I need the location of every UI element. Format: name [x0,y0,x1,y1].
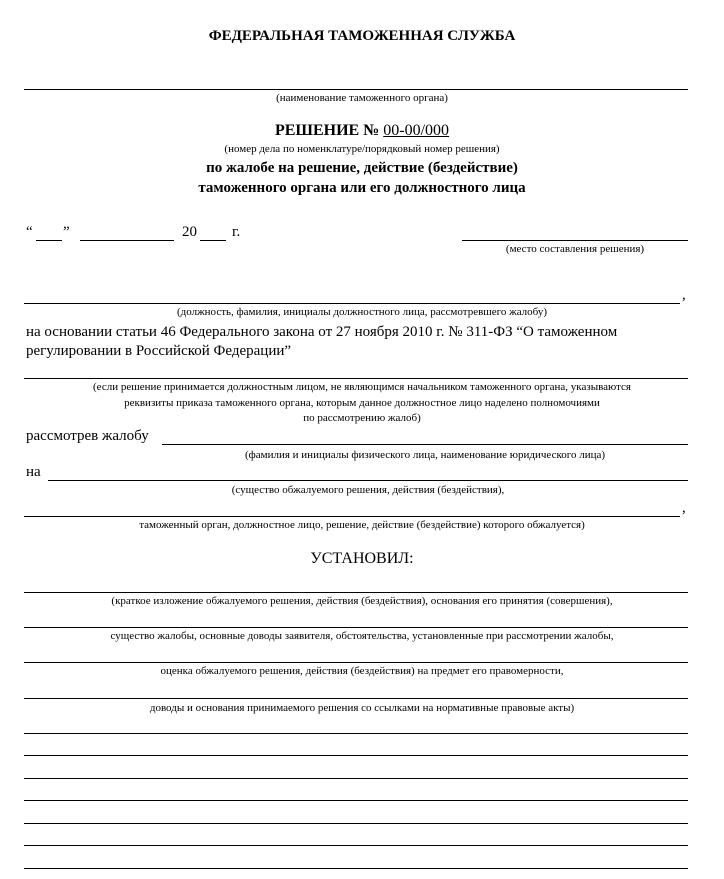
customs-body-line [24,89,688,90]
essence-caption: (существо обжалуемого решения, действия (бездействия), [231,484,505,496]
appealed-caption: таможенный орган, должностное лицо, решение, действие (бездействие) которого обжалуется) [139,519,585,531]
place-caption: (место составления решения) [505,243,645,255]
established-caption-4: доводы и основания принимаемого решения со ссылками на нормативные правовые акты) [149,702,575,714]
considered-complaint-label: рассмотрев жалобу [26,428,149,444]
date-quote-close: ” [63,224,70,240]
decision-number-caption: (номер дела по номенклатуре/порядковый номер решения) [224,143,500,155]
applicant-caption: (фамилия и инициалы физического лица, наименование юридического лица) [244,449,606,461]
authority-line [24,378,688,379]
date-quote-open: “ [26,224,33,240]
decision-title: РЕШЕНИЕ № [274,122,380,139]
essence-line [48,480,688,481]
blank-line [24,845,688,846]
established-line-2 [24,627,688,628]
established-line-3 [24,662,688,663]
established-heading: УСТАНОВИЛ: [310,550,414,567]
established-caption-1: (краткое изложение обжалуемого решения, действия (бездействия), основания его принятия (совершения), [111,595,613,607]
decision-title-row [0,122,724,140]
established-caption-3: оценка обжалуемого решения, действия (бездействия) на предмет его правомерности, [160,665,564,677]
day-blank-line [36,240,62,241]
legal-basis-line-1: на основании статьи 46 Федерального закона от 27 ноября 2010 г. № 311-ФЗ “О таможенном [26,324,618,340]
year-prefix: 20 [182,224,197,240]
authority-note-line-1: (если решение принимается должностным лицом, не являющимся начальником таможенного органа, указываются [93,381,631,393]
blank-line [24,823,688,824]
blank-line [24,868,688,869]
decision-number: 00-00/000 [383,122,450,139]
decision-subject-line-2: таможенного органа или его должностного лица [198,180,526,196]
established-caption-2: существо жалобы, основные доводы заявителя, обстоятельства, установленные при рассмотрении жалобы, [110,630,614,642]
blank-line [24,778,688,779]
on-label: на [26,464,41,480]
year-suffix: г. [232,224,241,240]
established-line-1 [24,592,688,593]
blank-line [24,800,688,801]
authority-note-line-3: по рассмотрению жалоб) [303,412,421,424]
year-blank-line [200,240,226,241]
authority-note-line-2: реквизиты приказа таможенного органа, которым данное должностное лицо наделено полномочиями [124,397,600,409]
appealed-line [24,516,680,517]
appealed-comma: , [682,500,686,516]
applicant-line [162,444,688,445]
established-line-4 [24,698,688,699]
official-caption: (должность, фамилия, инициалы должностного лица, рассмотревшего жалобу) [176,306,548,318]
decision-subject-line-1: по жалобе на решение, действие (бездействие) [206,160,518,176]
month-blank-line [80,240,174,241]
official-comma: , [682,287,686,303]
blank-line [24,755,688,756]
place-blank-line [462,240,688,241]
agency-title: ФЕДЕРАЛЬНАЯ ТАМОЖЕННАЯ СЛУЖБА [208,28,516,44]
blank-line [24,733,688,734]
legal-basis-line-2: регулировании в Российской Федерации” [26,343,292,359]
customs-body-caption: (наименование таможенного органа) [276,92,448,104]
official-line [24,303,680,304]
